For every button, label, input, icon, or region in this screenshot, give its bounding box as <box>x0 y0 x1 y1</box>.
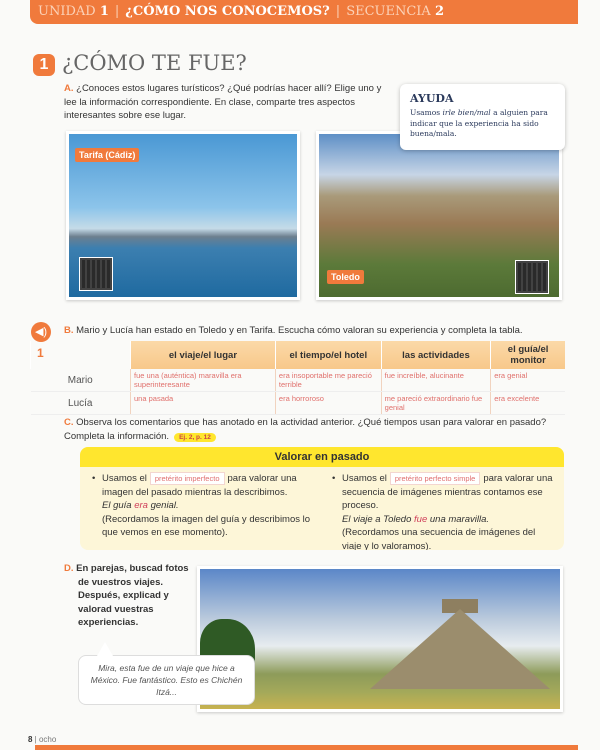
help-text: Usamos irle bien/mal a alguien para indicar que la experiencia ha sido buena/mala. <box>410 108 548 138</box>
column-header: el tiempo/el hotel <box>275 341 381 369</box>
photo-label: Toledo <box>327 270 364 284</box>
row-label: Mario <box>31 369 131 392</box>
table-cell: me pareció extraordinario fue genial <box>381 392 491 415</box>
grammar-box <box>80 447 564 550</box>
speech-bubble: Mira, esta fue de un viaje que hice a México. Fue fantástico. Esto es Chichén Itzá... <box>78 655 255 705</box>
table-row <box>31 392 566 415</box>
unit-header-bar: UNIDAD 1 | ¿CÓMO NOS CONOCEMOS? | SECUENCIA 2 <box>30 0 578 24</box>
table-cell: fue increíble, alucinante <box>381 369 491 392</box>
section-number: 1 <box>33 54 55 76</box>
activity-b: B. Mario y Lucía han estado en Toledo y en Tarifa. Escucha cómo valoran su experiencia y completa la tabla. <box>64 325 523 336</box>
grammar-left-column: • Usamos el pretérito imperfecto para valorar una imagen del pasado mientras la describimos. El guía era genial. (Recordamos la imagen del guía y describimos lo que vemos en ese momento). <box>92 472 317 540</box>
help-title: AYUDA <box>410 92 454 105</box>
table-cell: era genial <box>491 369 565 392</box>
sequence-label: SECUENCIA <box>346 4 431 19</box>
photo-label: Tarifa (Cádiz) <box>75 148 139 162</box>
activity-letter: A. <box>64 83 74 94</box>
pyramid <box>370 609 550 689</box>
audio-track-number: 1 <box>37 346 44 360</box>
row-label: Lucía <box>31 392 131 415</box>
unit-label: UNIDAD <box>38 4 96 19</box>
page-footer: 8 | ocho <box>28 735 57 744</box>
table-cell: fue una (auténtica) maravilla era superinteresante <box>131 369 276 392</box>
activity-d: D. En parejas, buscad fotos de vuestros viajes. Después, explicad y valorad vuestras experiencias. <box>64 563 189 628</box>
sequence-number: 2 <box>434 4 445 19</box>
exercise-reference[interactable]: Ej. 2, p. 12 <box>174 433 216 442</box>
listening-table <box>30 341 565 415</box>
page-word: ocho <box>38 735 57 744</box>
page-number: 8 <box>28 735 33 744</box>
tarifa-photo <box>66 131 300 300</box>
tense-pill: pretérito imperfecto <box>150 472 225 485</box>
table-cell: era excelente <box>491 392 565 415</box>
toledo-photo <box>316 131 562 300</box>
column-header: el guía/el monitor <box>491 341 565 369</box>
unit-number: 1 <box>99 4 109 19</box>
table-cell: era horroroso <box>275 392 381 415</box>
qr-code-icon[interactable] <box>515 260 549 294</box>
section-title: ¿CÓMO TE FUE? <box>62 51 247 75</box>
table-cell: una pasada <box>131 392 276 415</box>
bottom-bar <box>35 745 578 750</box>
table-cell: era insoportable me pareció terrible <box>275 369 381 392</box>
tense-pill: pretérito perfecto simple <box>390 472 480 485</box>
table-row <box>31 369 566 392</box>
audio-icon[interactable]: ◀) <box>31 322 51 342</box>
grammar-right-column: • Usamos el pretérito perfecto simple para valorar una secuencia de imágenes mientras contamos ese proceso. El viaje a Toledo fue una maravilla. (Recordamos una secuencia de imágenes del viaje y lo valoramos). <box>332 472 557 550</box>
column-header: el viaje/el lugar <box>131 341 276 369</box>
table-header-row <box>31 341 566 369</box>
activity-a <box>64 82 394 123</box>
help-box <box>400 84 565 150</box>
activity-c: C. Observa los comentarios que has anotado en la actividad anterior. ¿Qué tiempos usan para valorar en pasado? Completa la información. Ej. 2, p. 12 <box>64 417 547 442</box>
activity-text: ¿Conoces estos lugares turísticos? ¿Qué podrías hacer allí? Elige uno y lee la información correspondiente. En clase, comparte tres aspectos interesantes sobre ese lugar. <box>64 83 382 121</box>
qr-code-icon[interactable] <box>79 257 113 291</box>
grammar-title: Valorar en pasado <box>80 447 564 467</box>
column-header: las actividades <box>381 341 491 369</box>
unit-title: ¿CÓMO NOS CONOCEMOS? <box>125 4 330 19</box>
